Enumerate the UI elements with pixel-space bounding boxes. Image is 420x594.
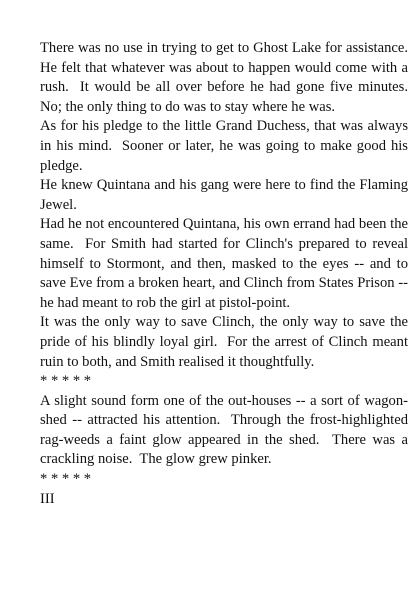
paragraph-ghost-lake: There was no use in trying to get to Ghost Lake for assistance. He felt that whatever was about to happen would come with a rush. It would be all over before he had gone five minutes. No; the only thing to do was to stay where he was.	[40, 40, 416, 115]
section-separator: * * * * *	[40, 471, 92, 488]
paragraph-wagon-shed: A slight sound form one of the out-houses -- a sort of wagon-shed -- attracted his attention. Through the frost-highlighted rag-weeds a faint glow appeared in the shed. There was a crackling noise. The glow grew pinker.	[40, 392, 412, 468]
chapter-heading: III	[40, 490, 55, 507]
section-separator: * * * * *	[40, 373, 92, 390]
paragraph-save-clinch: It was the only way to save Clinch, the only way to save the pride of his blindly loyal girl. For the arrest of Clinch meant ruin to both, and Smith realised it thoughtfully.	[40, 314, 412, 370]
paragraph-smith-errand: Had he not encountered Quintana, his own errand had been the same. For Smith had started for Clinch's prepared to reveal himself to Stormont, and then, masked to the eyes -- and to save Eve from a broken heart, and Clinch from States Prison -- he had meant to rob the girl at pistol-point.	[40, 216, 412, 311]
document-page	[40, 39, 416, 509]
paragraph-quintana-gang: He knew Quintana and his gang were here to find the Flaming Jewel.	[40, 177, 412, 213]
paragraph-grand-duchess-pledge: As for his pledge to the little Grand Duchess, that was always in his mind. Sooner or later, he was going to make good his pledge.	[40, 118, 412, 174]
